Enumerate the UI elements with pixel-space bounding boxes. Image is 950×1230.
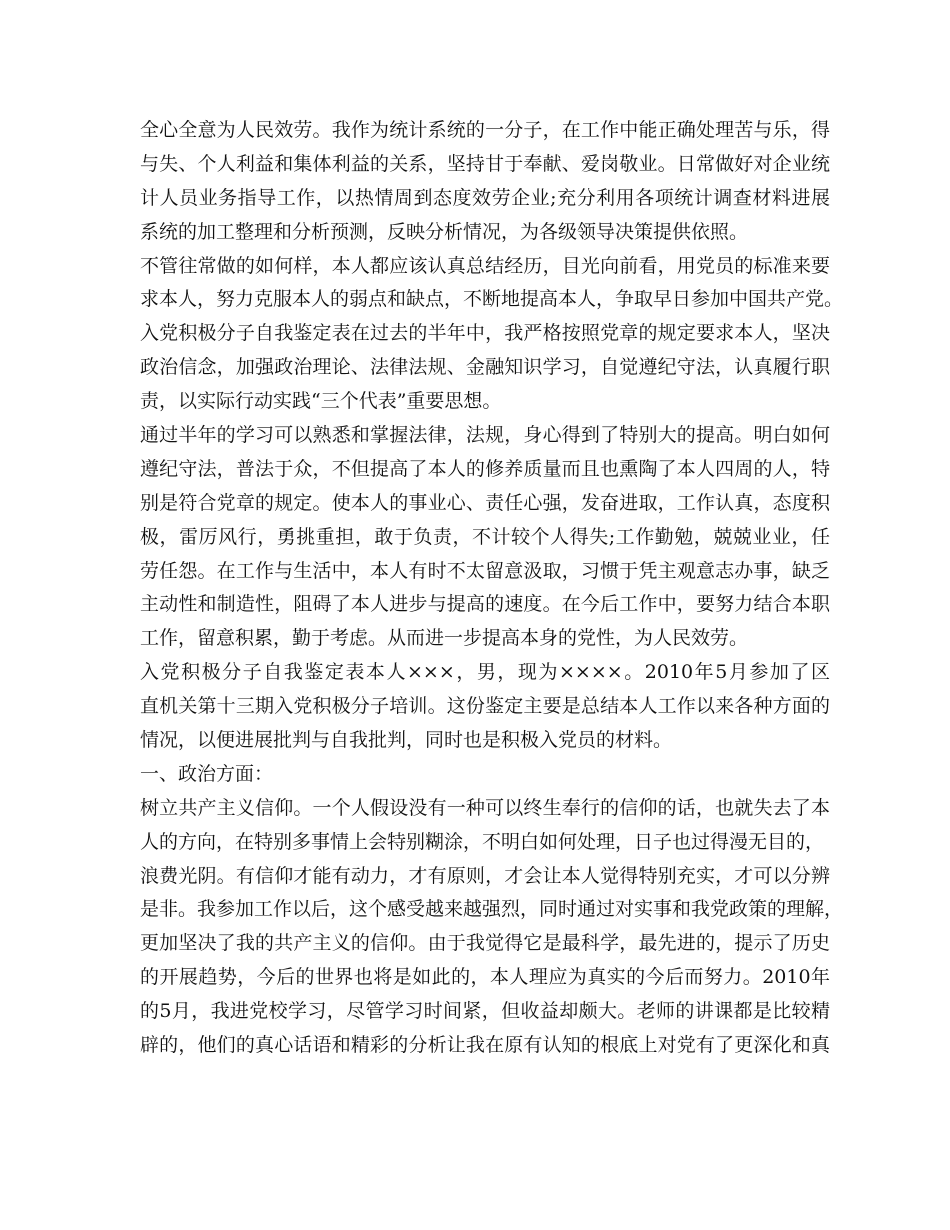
text-line: 入党积极分子自我鉴定表本人×××，男，现为××××。2010年5月参加了区: [140, 661, 830, 684]
text-line: 不管往常做的如何样，本人都应该认真总结经历，目光向前看，用党员的标准来要: [140, 254, 830, 277]
text-line: 更加坚决了我的共产主义的信仰。由于我觉得它是最科学，最先进的，提示了历史: [140, 932, 830, 955]
text-line: 计人员业务指导工作，以热情周到态度效劳企业;充分利用各项统计调查材料进展: [140, 186, 830, 209]
text-line: 主动性和制造性，阻碍了本人进步与提高的速度。在今后工作中，要努力结合本职: [140, 593, 830, 616]
text-line: 直机关第十三期入党积极分子培训。这份鉴定主要是总结本人工作以来各种方面的: [140, 695, 830, 718]
text-line: 系统的加工整理和分析预测，反映分析情况，为各级领导决策提供依照。: [140, 220, 749, 243]
text-line: 通过半年的学习可以熟悉和掌握法律，法规，身心得到了特别大的提高。明白如何: [140, 424, 830, 447]
text-line: 别是符合党章的规定。使本人的事业心、责任心强，发奋进取，工作认真，态度积: [140, 491, 830, 514]
text-line: 的开展趋势，今后的世界也将是如此的，本人理应为真实的今后而努力。2010年: [140, 966, 830, 989]
text-line: 情况，以便进展批判与自我批判，同时也是积极入党员的材料。: [140, 729, 673, 752]
text-line: 树立共产主义信仰。一个人假设没有一种可以终生奉行的信仰的话，也就失去了本: [140, 796, 830, 819]
text-line: 入党积极分子自我鉴定表在过去的半年中，我严格按照党章的规定要求本人，坚决: [140, 322, 830, 345]
text-line: 的5月，我进党校学习，尽管学习时间紧，但收益却颇大。老师的讲课都是比较精: [140, 1000, 830, 1023]
text-line: 全心全意为人民效劳。我作为统计系统的一分子，在工作中能正确处理苦与乐，得: [140, 119, 830, 141]
text-line: 劳任怨。在工作与生活中，本人有时不太留意汲取，习惯于凭主观意志办事，缺乏: [140, 559, 830, 582]
text-line: 工作，留意积累，勤于考虑。从而进一步提高本身的党性，为人民效劳。: [140, 627, 749, 650]
text-line: 责，以实际行动实践“三个代表”重要思想。: [140, 390, 502, 413]
text-line: 极，雷厉风行，勇挑重担，敢于负责，不计较个人得失;工作勤勉，兢兢业业，任: [140, 525, 830, 548]
section-heading: 一、政治方面：: [140, 762, 274, 785]
text-line: 遵纪守法，普法于众，不但提高了本人的修养质量而且也熏陶了本人四周的人，特: [140, 457, 830, 480]
document-body: [140, 114, 844, 1063]
text-line: 人的方向，在特别多事情上会特别糊涂，不明白如何处理，日子也过得漫无目的，: [140, 830, 825, 853]
text-line: 政治信念，加强政治理论、法律法规、金融知识学习，自觉遵纪守法，认真履行职: [140, 356, 830, 379]
text-line: 与失、个人利益和集体利益的关系，坚持甘于奉献、爱岗敬业。日常做好对企业统: [140, 152, 830, 175]
text-line: 求本人，努力克服本人的弱点和缺点，不断地提高本人，争取早日参加中国共产党。: [140, 288, 844, 311]
text-line: 浪费光阴。有信仰才能有动力，才有原则，才会让本人觉得特别充实，才可以分辨: [140, 864, 830, 887]
text-line: 辟的，他们的真心话语和精彩的分析让我在原有认知的根底上对党有了更深化和真: [140, 1034, 830, 1057]
text-line: 是非。我参加工作以后，这个感受越来越强烈，同时通过对实事和我党政策的理解，: [140, 898, 844, 921]
